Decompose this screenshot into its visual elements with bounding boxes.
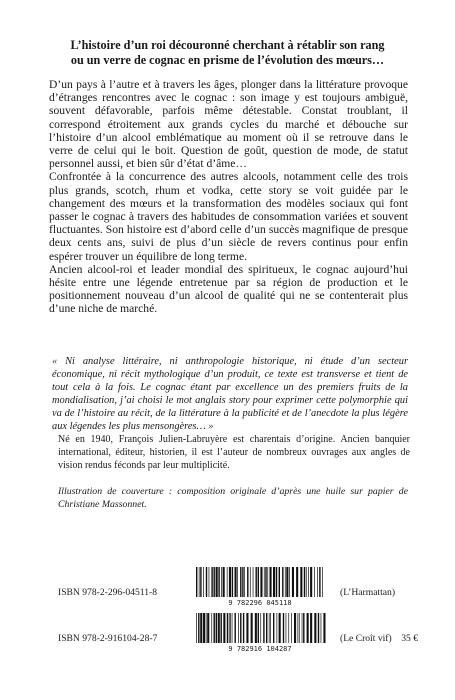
barcode-image — [190, 612, 330, 652]
isbn-row-harmattan — [58, 566, 418, 606]
cover-credit — [58, 485, 408, 511]
title-line-1: L’histoire d’un roi découronné cherchant à rétablir son rang — [70, 38, 385, 52]
author-quote: « Ni analyse littéraire, ni anthropologie historique, ni étude d’un secteur économique, ni récit mythologique d’un produit, ce texte est transverse et tient de tout cela à la fois. Le cognac étant par excellence un des premiers fruits de la mondialisation, j’ai choisi le mot anglais story pour exprimer cette polymorphie qui va de l’histoire au récit, de la littérature à la publicité et de l’anecdote la plus légère aux légendes les plus mensongères… » — [52, 356, 408, 432]
author-bio: Né en 1940, François Julien-Labruyère est charentais d’origine. Ancien banquier international, éditeur, historien, il est l’auteur de nombreux ouvrages aux angles de vision rendus féconds par leur multiplicité. — [58, 434, 410, 472]
publisher-name: (Le Croît vif) — [340, 633, 392, 644]
blurb-paragraph-2: Confrontée à la concurrence des autres alcools, notamment celle des trois plus grands, scotch, rhum et vodka, cette story se voit guidée par le changement des mœurs et la transformation des modèles sociaux qui font passer le cognac à travers des habitudes de consommation variées et souvent fluctuantes. Son histoire est d’abord celle d’un succès magnifique de presque deux cents ans, suivi de plus d’un siècle de revers continus pour enfin espérer trouver un équilibre de long terme. — [49, 170, 408, 263]
cover-credit-text: Illustration de couverture : composition originale d’après une huile sur papier de Christiane Massonnet. — [58, 486, 408, 510]
blurb — [49, 78, 408, 316]
title-line-2: ou un verre de cognac en prisme de l’évolution des mœurs… — [70, 53, 385, 67]
cover-title — [30, 38, 425, 68]
barcode-digits: 9 782916 104287 — [228, 645, 292, 652]
isbn-row-croit-vif — [58, 612, 418, 652]
isbn-number: ISBN 978-2-916104-28-7 — [58, 633, 158, 644]
blurb-paragraph-3: Ancien alcool-roi et leader mondial des spiritueux, le cognac aujourd’hui hésite entre une légende entretenue par sa région de production et le positionnement nouveau d’un alcool de qualité qui ne se contenterait plus d’une niche de marché. — [49, 262, 408, 316]
barcode-digits: 9 782296 045118 — [228, 599, 292, 606]
isbn-number: ISBN 978-2-296-04511-8 — [58, 587, 158, 598]
blurb-paragraph-1: D’un pays à l’autre et à travers les âges, plonger dans la littérature provoque d’étranges rencontres avec le cognac : son image y est toujours ambiguë, souvent défavorable, parfois même détestable. Constat troublant, il correspond étroitement aux grands cycles du marché et débouche sur l’histoire d’un alcool emblématique au moment où il se retrouve dans le verre de celui qui le boit. Question de goût, question de mode, de statut personnel aussi, et bien sûr d’état d’âme… — [49, 78, 408, 171]
publisher-name: (L’Harmattan) — [340, 587, 396, 598]
barcode-image — [190, 566, 330, 606]
price: 35 € — [401, 633, 418, 644]
